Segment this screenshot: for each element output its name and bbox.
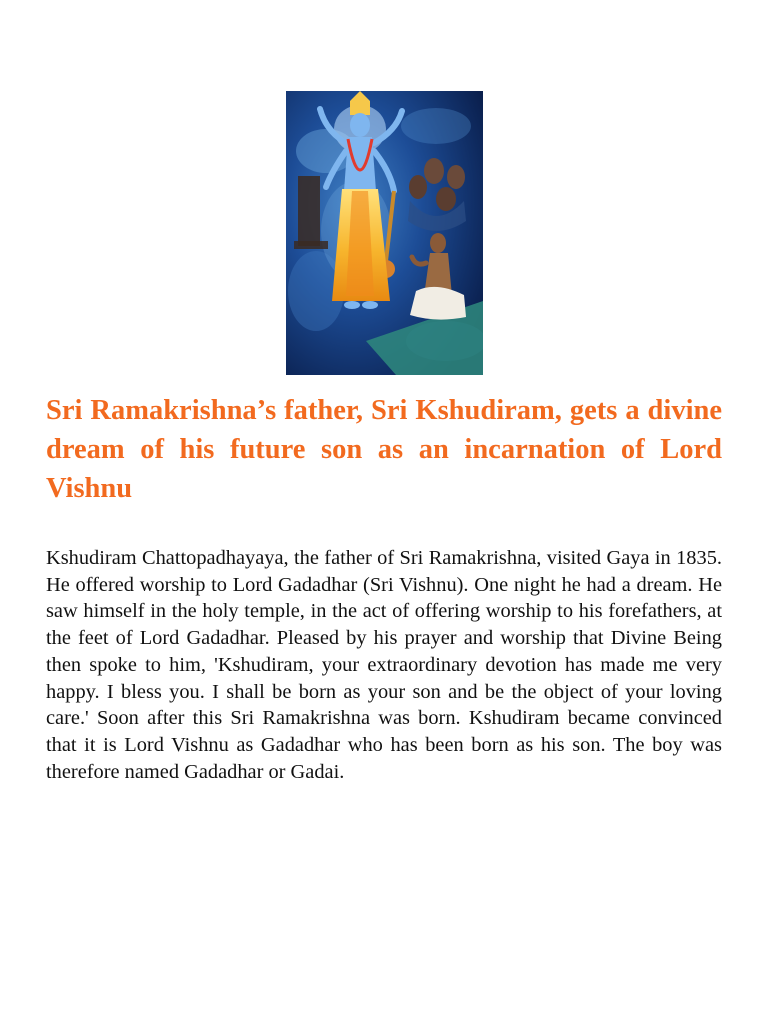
article-heading: Sri Ramakrishna’s father, Sri Kshudiram, gets a divine dream of his future son as an incarnation of Lord Vishnu — [46, 395, 722, 504]
article-body: Kshudiram Chattopadhayaya, the father of Sri Ramakrishna, visited Gaya in 1835. He offered worship to Lord Gadadhar (Sri Vishnu). One night he had a dream. He saw himself in the holy temple, in the act of offering worship to his forefathers, at the feet of Lord Gadadhar. Pleased by his prayer and worship that Divine Being then spoke to him, 'Kshudiram, your extraordinary devotion has made me very happy. I bless you. I shall be born as your son and be the object of your loving care.' Soon after this Sri Ramakrishna was born. Kshudiram became convinced that it is Lord Vishnu as Gadadhar who has been born as his son. The boy was therefore named Gadadhar or Gadai. — [46, 547, 722, 783]
painting-illustration — [286, 91, 483, 375]
vishnu-dream-painting — [286, 91, 483, 375]
